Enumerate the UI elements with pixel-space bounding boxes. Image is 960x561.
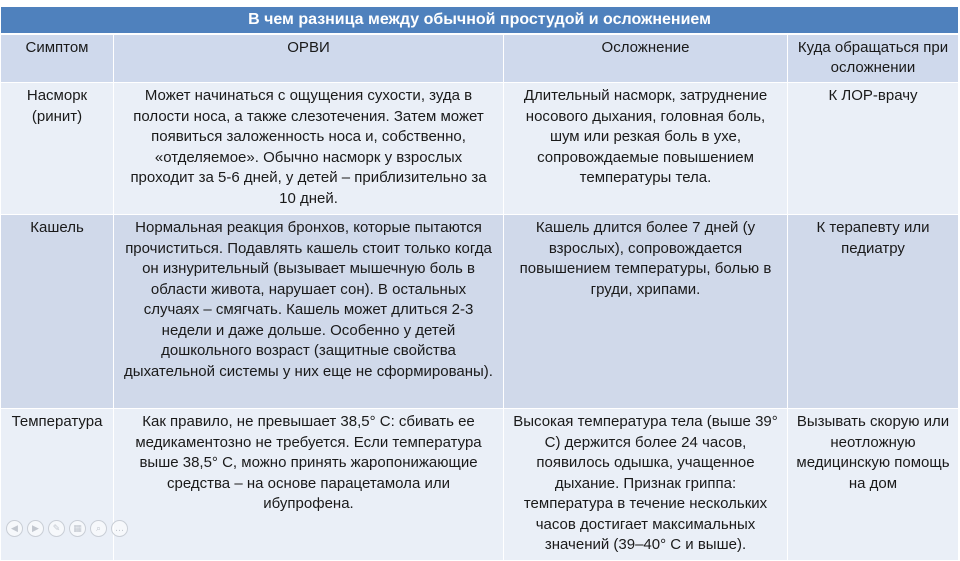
table-row (1, 409, 959, 561)
header-complication: Осложнение (504, 34, 788, 83)
pen-icon[interactable]: ✎ (48, 520, 65, 537)
cell-symptom: Кашель (1, 215, 114, 409)
more-icon[interactable]: … (111, 520, 128, 537)
header-symptom: Симптом (1, 34, 114, 83)
header-where: Куда обращаться при осложнении (788, 34, 959, 83)
cell-symptom: Температура (1, 409, 114, 561)
forward-icon[interactable]: ▶ (27, 520, 44, 537)
comparison-table (0, 6, 959, 561)
zoom-icon[interactable]: ⌕ (90, 520, 107, 537)
slides-icon[interactable]: ▦ (69, 520, 86, 537)
header-orvi: ОРВИ (114, 34, 504, 83)
cell-complication: Кашель длится более 7 дней (у взрослых), сопровождается повышением температуры, болью в груди, хрипами. (504, 215, 788, 409)
cell-where: К терапевту или педиатру (788, 215, 959, 409)
table-row (1, 83, 959, 215)
slideshow-nav (6, 520, 128, 537)
table-title-row (1, 7, 959, 35)
cell-orvi: Нормальная реакция бронхов, которые пытаются прочиститься. Подавлять кашель стоит только когда он изнурительный (вызывает мышечную боль в области живота, нарушает сон). В остальных случаях – смягчать. Кашель может длиться 2-3 недели и даже дольше. Особенно у детей дошкольного возраст (защитные свойства дыхательной системы у них еще не сформированы). (114, 215, 504, 409)
cell-where: Вызывать скорую или неотложную медицинскую помощь на дом (788, 409, 959, 561)
cell-complication: Длительный насморк, затруднение носового дыхания, головная боль, шум или резкая боль в ухе, сопровождаемые повышением температуры тела. (504, 83, 788, 215)
cell-complication: Высокая температура тела (выше 39° С) держится более 24 часов, появилось одышка, учащенное дыхание. Признак гриппа: температура в течение нескольких часов достигает максимальных значений (39–40° С и выше). (504, 409, 788, 561)
cell-orvi: Как правило, не превышает 38,5° С: сбивать ее медикаментозно не требуется. Если температура выше 38,5° С, можно принять жаропонижающие средства – на основе парацетамола или ибупрофена. (114, 409, 504, 561)
table-row (1, 215, 959, 409)
cell-orvi: Может начинаться с ощущения сухости, зуда в полости носа, а также слезотечения. Затем может появиться заложенность носа и, собственно, «отделяемое». Обычно насморк у взрослых проходит за 5-6 дней, у детей – приблизительно за 10 дней. (114, 83, 504, 215)
table-header-row (1, 34, 959, 83)
table-title: В чем разница между обычной простудой и осложнением (1, 7, 959, 35)
back-icon[interactable]: ◀ (6, 520, 23, 537)
cell-where: К ЛОР-врачу (788, 83, 959, 215)
cell-symptom: Насморк (ринит) (1, 83, 114, 215)
